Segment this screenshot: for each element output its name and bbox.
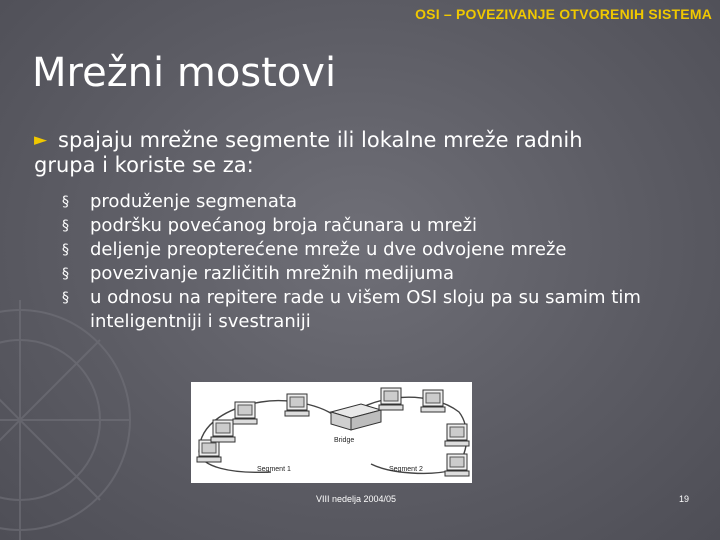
square-bullet-icon: § (62, 242, 69, 258)
computer-icon (285, 394, 309, 416)
slide-title: Mrežni mostovi (32, 50, 337, 96)
list-item: § u odnosu na repitere rade u višem OSI sloju pa su samim tim inteligentniji i svestraniji (62, 287, 641, 332)
main-bullet-line-2: grupa i koriste se za: (34, 153, 254, 177)
list-item: § deljenje preopterećene mreže u dve odvojene mreže (62, 239, 567, 260)
computer-icon (197, 440, 221, 462)
list-item: § podršku povećanog broja računara u mreži (62, 215, 478, 236)
computer-icon (445, 424, 469, 446)
page-number: 19 (679, 494, 690, 504)
bridge-device-icon (331, 404, 381, 430)
arrow-bullet-icon: ► (34, 130, 48, 150)
computer-icon (233, 402, 257, 424)
computer-icon (211, 420, 235, 442)
computer-icon (421, 390, 445, 412)
bridge-network-diagram (191, 382, 472, 483)
diagram-svg (191, 382, 472, 483)
segment-2-label: Segment 2 (389, 466, 423, 473)
footer-course-week: VIII nedelja 2004/05 (316, 494, 397, 504)
square-bullet-icon: § (62, 194, 69, 210)
main-bullet (34, 128, 694, 178)
presentation-header: OSI – POVEZIVANJE OTVORENIH SISTEMA (415, 6, 712, 22)
computer-icon (445, 454, 469, 476)
square-bullet-icon: § (62, 218, 69, 234)
list-item: § produženje segmenata (62, 191, 298, 212)
bridge-label: Bridge (334, 437, 355, 444)
computer-icon (379, 388, 403, 410)
square-bullet-icon: § (62, 266, 69, 282)
compass-watermark-icon (0, 300, 200, 540)
square-bullet-icon: § (62, 290, 69, 306)
main-bullet-line-1: spajaju mrežne segmente ili lokalne mreže radnih (58, 128, 583, 152)
sub-bullet-list (62, 190, 682, 334)
segment-1-label: Segment 1 (257, 466, 291, 473)
list-item: § povezivanje različitih mrežnih medijuma (62, 263, 455, 284)
